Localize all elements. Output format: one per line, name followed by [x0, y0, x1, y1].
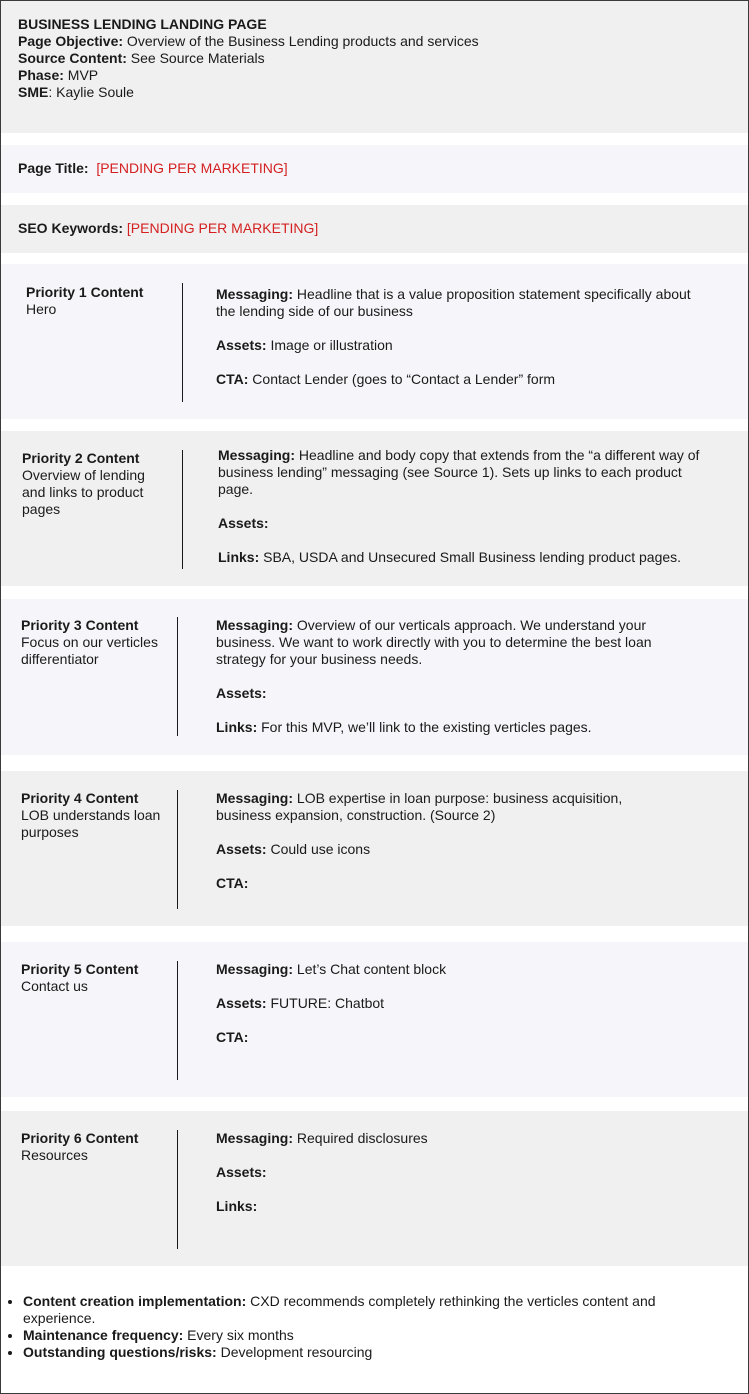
priority-title: Priority 4 Content	[21, 790, 139, 806]
note-content-creation: • Content creation implementation: CXD recommends completely rethinking the verticles content and experience.	[23, 1293, 673, 1327]
cta-text: CTA:	[216, 875, 249, 891]
assets-text: Assets: Could use icons	[216, 841, 371, 857]
assets-text: Assets:	[216, 685, 267, 701]
priority-description: LOB understands loan purposes	[21, 807, 161, 840]
assets-text: Assets:	[216, 1164, 267, 1180]
priority-title: Priority 6 Content	[21, 1130, 139, 1146]
source-content: Source Content: See Source Materials	[18, 50, 265, 66]
page-title-value: [PENDING PER MARKETING]	[96, 160, 288, 176]
sme: SME: Kaylie Soule	[18, 84, 134, 100]
priority-description: Focus on our verticles differentiator	[21, 634, 158, 667]
messaging-text: Messaging: Headline that is a value proposition statement specifically about the lending side of our business	[216, 286, 691, 319]
priority-section-3	[1, 599, 748, 755]
cta-text: CTA: Contact Lender (goes to “Contact a Lender” form	[216, 371, 556, 387]
seo-section	[1, 205, 748, 253]
priority-title: Priority 3 Content	[21, 617, 139, 633]
priority-section-6	[1, 1111, 748, 1266]
assets-text: Assets: FUTURE: Chatbot	[216, 995, 385, 1011]
page-title-section	[1, 145, 748, 193]
column-divider	[177, 617, 178, 736]
page-objective: Page Objective: Overview of the Business Lending products and services	[18, 33, 479, 49]
messaging-text: Messaging: Headline and body copy that extends from the “a different way of business lending” messaging (see Source 1). Sets up links to each product page.	[218, 447, 700, 497]
seo-label: SEO Keywords:	[18, 220, 124, 236]
cta-text: CTA:	[216, 1029, 249, 1045]
priority-title: Priority 2 Content	[22, 450, 140, 466]
seo-value: [PENDING PER MARKETING]	[126, 220, 319, 236]
priority-section-5	[1, 942, 748, 1097]
assets-text: Assets:	[218, 515, 269, 531]
priority-title: Priority 1 Content	[26, 284, 144, 300]
column-divider	[177, 1130, 178, 1249]
messaging-text: Messaging: Let’s Chat content block	[216, 961, 447, 977]
priority-description: Contact us	[21, 978, 88, 994]
links-text: Links: SBA, USDA and Unsecured Small Business lending product pages.	[218, 549, 682, 565]
column-divider	[177, 961, 178, 1080]
assets-text: Assets: Image or illustration	[216, 337, 393, 353]
priority-section-4	[1, 771, 748, 926]
priority-description: Resources	[21, 1147, 88, 1163]
note-outstanding-questions: • Outstanding questions/risks: Development resourcing	[23, 1344, 673, 1361]
priority-section-2	[1, 431, 748, 586]
note-maintenance-frequency: • Maintenance frequency: Every six months	[23, 1327, 673, 1344]
priority-description: Hero	[26, 301, 57, 317]
phase: Phase: MVP	[18, 67, 99, 83]
priority-description: Overview of lending and links to product pages	[22, 467, 145, 517]
document-title: BUSINESS LENDING LANDING PAGE	[18, 16, 267, 32]
page-title-label: Page Title:	[18, 160, 89, 176]
messaging-text: Messaging: Required disclosures	[216, 1130, 428, 1146]
links-text: Links:	[216, 1198, 258, 1214]
notes-list	[1, 1293, 673, 1361]
header-section	[1, 1, 748, 133]
messaging-text: Messaging: LOB expertise in loan purpose: business acquisition, business expansion, construction. (Source 2)	[216, 790, 623, 823]
column-divider	[182, 450, 183, 569]
column-divider	[177, 790, 178, 909]
messaging-text: Messaging: Overview of our verticals approach. We understand your business. We want to work directly with you to determine the best loan strategy for your business needs.	[216, 617, 652, 667]
column-divider	[182, 283, 183, 402]
priority-title: Priority 5 Content	[21, 961, 139, 977]
links-text: Links: For this MVP, we’ll link to the existing verticles pages.	[216, 719, 592, 735]
priority-section-1	[1, 264, 748, 419]
